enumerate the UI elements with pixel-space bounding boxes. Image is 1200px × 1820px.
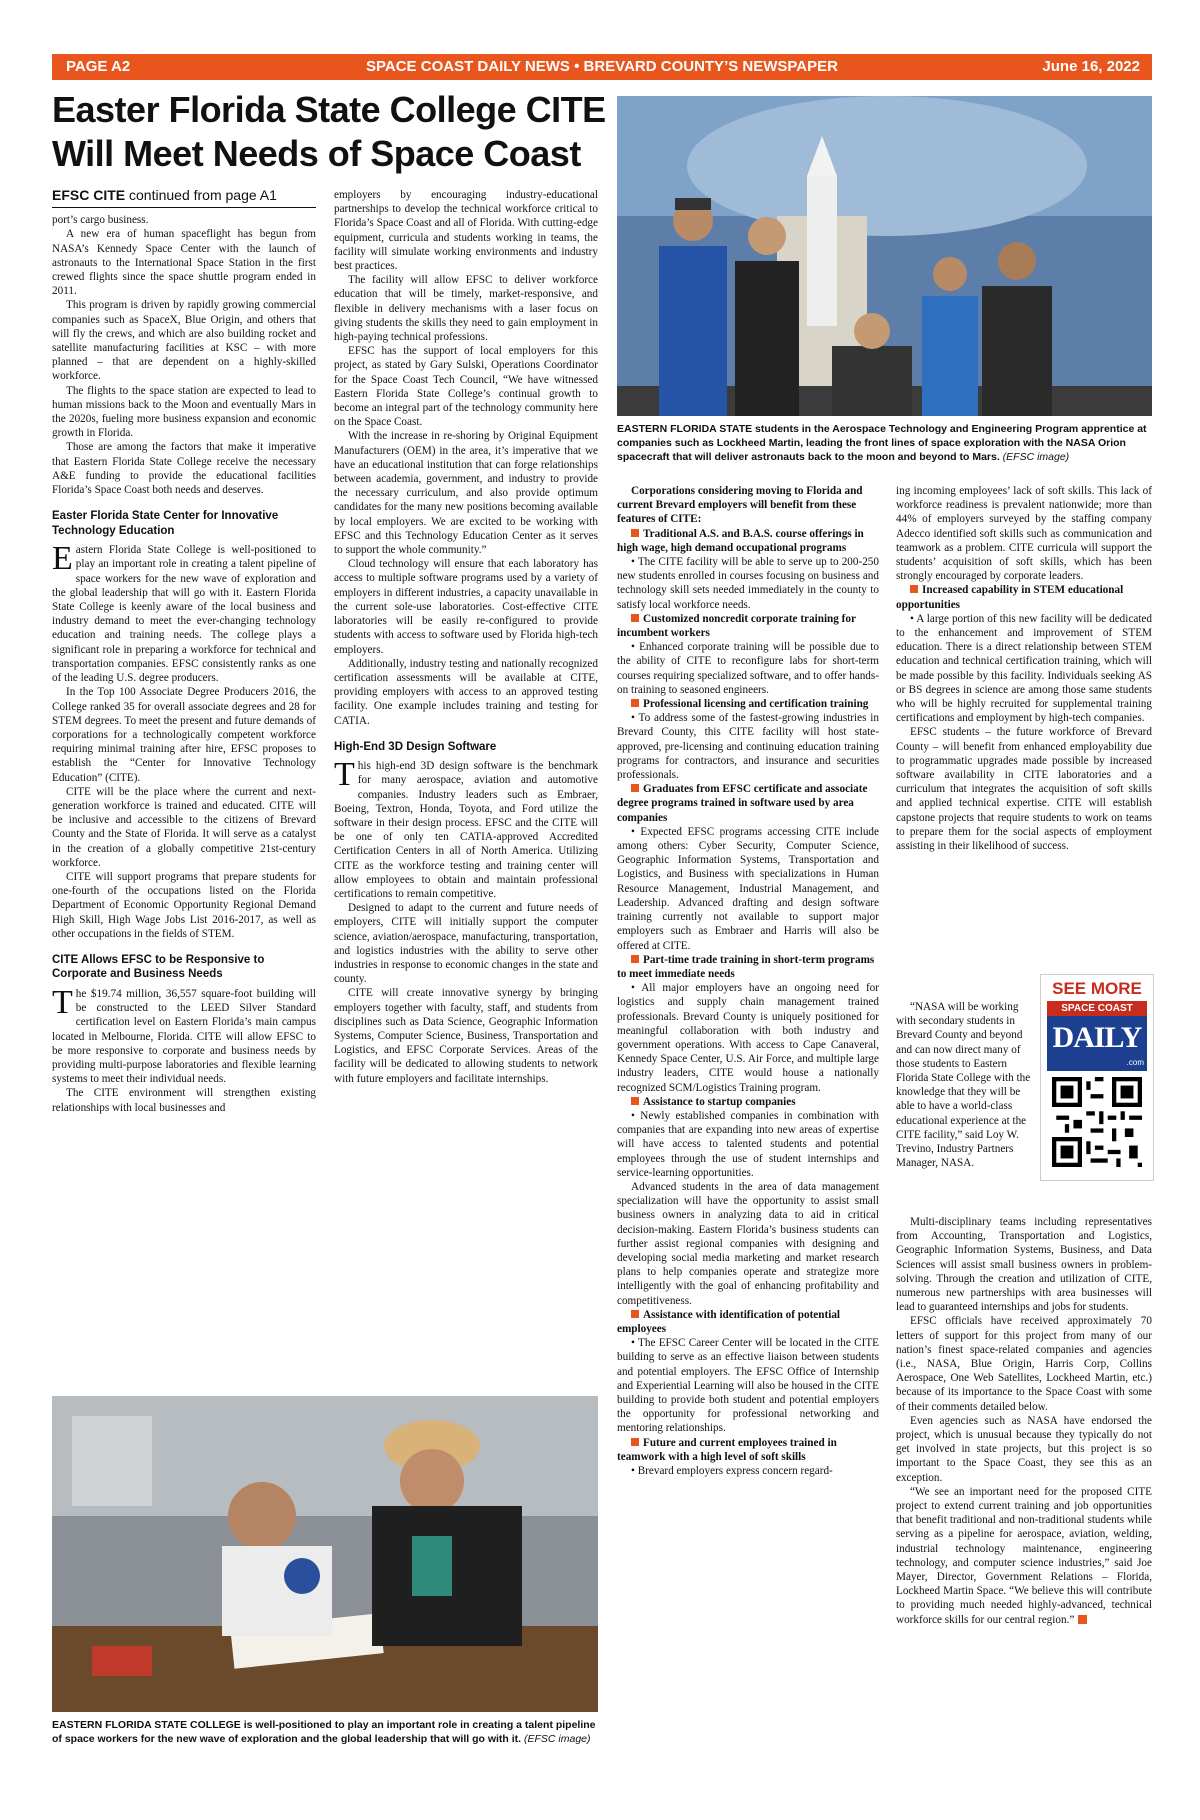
paragraph: In the Top 100 Associate Degree Producers 2016, the College ranked 35 for overall associate degrees and 28 for STEM degrees. To meet the present and future demands of corporations for a technologically competent workforce requiring minimal training after hire, EFSC proposes to establish the “Center for Innovative Technology Education” (CITE). <box>52 686 316 784</box>
bullet-square-icon <box>631 1097 639 1105</box>
feature-heading-text: Graduates from EFSC certificate and associate degree programs trained in software used by area companies <box>617 783 868 824</box>
feature-heading <box>617 1308 879 1336</box>
paragraph: EFSC students – the future workforce of Brevard County – will benefit from enhanced employability due to programmatic upgrades made possible by increased software availability in CITE laboratories and a curriculum that integrates the acquisition of soft skills and applied technical expertise. CITE will establish capstone projects that require students to work on teams to prepare them for the social aspects of employment assisting in their likelihood of success. <box>896 726 1152 853</box>
subhead: CITE Allows EFSC to be Responsive to Corporate and Business Needs <box>52 953 265 981</box>
continued-from-line <box>52 188 316 208</box>
paragraph-dropcap: The $19.74 million, 36,557 square-foot building will be constructed to the LEED Silver Standard certification level on Eastern Florida’s main campus located in Melbourne, Florida. CITE will allow EFSC to be more responsive to corporate and business needs by providing multi-purpose laboratories and flexible learning systems to meet their individual needs. <box>52 983 316 1086</box>
space-coast-daily-logo <box>1047 1001 1147 1071</box>
paragraph: The CITE environment will strengthen existing relationships with local businesses and <box>52 1087 316 1114</box>
paragraph: With the increase in re-shoring by Original Equipment Manufacturers (OEM) in the area, it’s imperative that we have an educational institution that can forge relationships between academia, government, and industry to provide the necessary curriculum, and also provide optimum candidates for the many new positions becoming available by local employers. We are excited to be working with EFSC and this Technology Education Center as it serves to support the whole community.” <box>334 430 598 557</box>
feature-heading-text: Future and current employees trained in teamwork with a high level of soft skills <box>617 1436 837 1463</box>
feature-heading-text: Assistance with identification of potential employees <box>617 1308 841 1335</box>
paragraph-dropcap: This high-end 3D design software is the benchmark for many aerospace, aviation and automotive companies. Industry leaders such as Embraer, Boeing, Textron, Honda, Toyota, and Ford utilize the software in their design process. EFSC and the CITE will be one of only ten CATIA-approved Accredited Certification Centers in all of North America. Utilizing CITE as the workforce testing and training center will allow employees to obtain and maintain professional certifications to remain competitive. <box>334 756 598 901</box>
see-more-promo[interactable] <box>1040 974 1154 1181</box>
bullet-square-icon <box>631 1438 639 1446</box>
article-column-1 <box>52 188 316 1115</box>
article-column-2 <box>334 188 598 1086</box>
paragraph: “NASA will be working with secondary students in Brevard County and beyond and can now direct many of those students to Eastern Florida State College with the knowledge that they will be able to have a world-class educational experience at the CITE facility,” said Loy W. Trevino, Industry Partners Manager, NASA. <box>896 1001 1031 1170</box>
bullet-square-icon <box>910 585 918 593</box>
article-column-4-lower <box>896 1215 1152 1627</box>
bullet-square-icon <box>631 784 639 792</box>
paragraph: CITE will create innovative synergy by bringing employers together with faculty, staff, and students from disciplines such as Data Science, Geographic Information Systems, Computer Science, Business, Transportation and Logistics, and EFSC Corporate Services. Areas of the facility will be dedicated to allowing students to network with future employers and facilitate internships. <box>334 987 598 1085</box>
paragraph: A new era of human spaceflight has begun from NASA’s Kennedy Space Center with the launch of astronauts to the International Space Station in the first crewed flights since the space shuttle program ended in 2011. <box>52 228 316 298</box>
feature-heading <box>617 1095 879 1109</box>
feature-heading-text: Part-time trade training in short-term programs to meet immediate needs <box>617 953 875 980</box>
feature-body: • To address some of the fastest-growing industries in Brevard County, this CITE facility will host state-approved, pre-licensing and continuing education training programs for contractors, and insurance and securities professionals. <box>617 712 879 782</box>
paragraph: Cloud technology will ensure that each laboratory has access to multiple software programs used by a variety of employers in different industries, a capacity unavailable in the current sole-use laboratories. Cost-effective CITE laboratories will be easily re-configured to provide students with access to software used by Florida high-tech employers. <box>334 558 598 656</box>
newspaper-name: SPACE COAST DAILY NEWS • BREVARD COUNTY’S NEWSPAPER <box>366 58 838 75</box>
paragraph: The flights to the space station are expected to lead to human missions back to the Moon and eventually Mars in the 2020s, fueling more business expansion and economic growth in Florida. <box>52 384 316 440</box>
feature-body: • The EFSC Career Center will be located in the CITE building to serve as an effective liaison between students and potential employers. The EFSC Office of Internship and Experiential Learning will also be housed in the CITE building to provide both student and potential employers the opportunity for professional networking and mentoring relationships. <box>617 1337 879 1435</box>
feature-heading <box>617 782 879 825</box>
paragraph: Advanced students in the area of data management specialization will have the opportunity to assist small business owners in analyzing data to aid in critical decision-making. Eastern Florida’s business students can further assist regional companies with designing and developing social media marketing and market research plans to help companies operate and strategize more intelligently with the goal of enhancing profitability and competitiveness. <box>617 1180 879 1307</box>
paragraph: Designed to adapt to the current and future needs of employers, CITE will initially support the computer science, aviation/aerospace, manufacturing, transportation, and logistics industries with the ability to serve other industries in response to economic changes in the state and county. <box>334 902 598 986</box>
feature-heading-text: Customized noncredit corporate training for incumbent workers <box>617 612 856 640</box>
logo-dotcom: .com <box>1126 1058 1144 1067</box>
article-column-3 <box>617 484 879 1478</box>
feature-heading <box>617 527 879 555</box>
list-intro: Corporations considering moving to Florida and current Brevard employers will benefit from these features of CITE: <box>617 485 863 526</box>
photo-credit: (EFSC image) <box>524 1733 591 1745</box>
logo-top-text: SPACE COAST <box>1047 1001 1147 1016</box>
subhead: High-End 3D Design Software <box>334 740 497 753</box>
bullet-square-icon <box>631 699 639 707</box>
see-more-label: SEE MORE <box>1052 979 1142 998</box>
feature-body: • A large portion of this new facility will be dedicated to the enhancement and improvement of STEM education. There is a direct relationship between STEM education and technical certification training, which will be made possible by this facility. Individuals seeking AS or BS degrees in science are among those same students who will be highly recruited for supplemental training certifications and employment by high-tech companies. <box>896 612 1152 725</box>
bullet-square-icon <box>631 529 639 537</box>
feature-body: • Newly established companies in combination with companies that are expanding into new areas of expertise will have access to talented students and potential employees through the use of student internships and service-learning opportunities. <box>617 1109 879 1179</box>
end-mark-icon <box>1078 1615 1087 1624</box>
paragraph: EFSC has the support of local employers for this project, as stated by Gary Sulski, Operations Coordinator for the Space Coast Tech Council, “We have witnessed Eastern Florida State College’s continual growth to become an integral part of the technology community here on the Space Coast. <box>334 345 598 429</box>
feature-heading-text: Assistance to startup companies <box>643 1095 796 1108</box>
paragraph: CITE will be the place where the current and next-generation workforce is trained and educated. CITE will be inclusive and accessible to the citizens of Brevard County and the State of Florida. It will serve as a catalyst in the creation of a globally competitive 21st-century workforce. <box>52 785 316 869</box>
paragraph: Those are among the factors that make it imperative that Eastern Florida State College receive the necessary A&E funding to provide the educational facilities Florida’s Space Coast both needs and deserves. <box>52 441 316 497</box>
paragraph: port’s cargo business. <box>52 214 149 227</box>
page-header-bar <box>52 54 1152 80</box>
bullet-square-icon <box>631 1310 639 1318</box>
logo-main-text: DAILY <box>1052 1021 1142 1054</box>
bottom-photo-caption <box>52 1718 598 1746</box>
feature-heading-text: Traditional A.S. and B.A.S. course offerings in high wage, high demand occupational programs <box>617 527 864 554</box>
feature-body: • All major employers have an ongoing need for logistics and supply chain management trained professionals. Brevard County is uniquely positioned for meaningful collaboration with both industry and government operations. With access to Cape Canaveral, Kennedy Space Center, U.S. Air Force, and multiple large industry leaders, CITE would house a nationally recognized SCM/Logistics Training program. <box>617 982 879 1094</box>
paragraph: EFSC officials have received approximately 70 letters of support for this project from many of our nation’s finest space-related companies and agencies (i.e., NASA, Blue Origin, Harris Corp, Collins Aerospace, One Web Satellites, Lockheed Martin, etc.) because of its importance to the Space Coast with some of their comments detailed below. <box>896 1315 1152 1413</box>
paragraph-text: “We see an important need for the proposed CITE project to extend current training and job opportunities that benefit traditional and non-traditional students while serving as a pipeline for aerospace, aviation, welding, industrial technology maintenance, engineering technology, and computer science industries,” said Joe Mayer, Director, Government Relations – Florida, Lockheed Martin Space. “We believe this will contribute to providing much needed highly-advanced, technical workforce skills for our central region.” <box>896 1485 1152 1626</box>
caption-text: EASTERN FLORIDA STATE students in the Aerospace Technology and Engineering Program apprentice at companies such as Lockheed Martin, leading the front lines of space exploration with the NASA Orion spacecraft that will deliver astronauts back to the moon and beyond to Mars. <box>617 423 1147 463</box>
paragraph: Additionally, industry testing and nationally recognized certification assessments will be available at CITE, providing employers with access to an approved testing facility. One example includes training and testing for CATIA. <box>334 657 598 727</box>
feature-body: • Brevard employers express concern regard- <box>631 1465 833 1478</box>
continued-label: EFSC CITE <box>52 187 126 203</box>
feature-heading <box>896 583 1152 611</box>
feature-body: • The CITE facility will be able to serve up to 200-250 new students enrolled in courses focusing on business and technology skill sets needed immediately in the county to satisfy local workforce needs. <box>617 556 879 611</box>
bullet-square-icon <box>631 614 639 622</box>
qr-code-icon[interactable] <box>1052 1077 1142 1167</box>
paragraph <box>896 1485 1152 1627</box>
paragraph: This program is driven by rapidly growing commercial companies such as SpaceX, Blue Origin, and others that will fly the crews, and which are also building rocket and satellite manufacturing facilities at KSC – with more planned – that are dependent on a highly-skilled workforce. <box>52 299 316 383</box>
bullet-square-icon <box>631 955 639 963</box>
paragraph: The facility will allow EFSC to deliver workforce education that will be timely, market-responsive, and flexible in delivery mechanisms with a laser focus on giving students the skills they need to gain employment in high-paying technical professions. <box>334 274 598 344</box>
article-column-4-narrow <box>896 1000 1034 1170</box>
paragraph-dropcap: Eastern Florida State College is well-positioned to play an important role in creating a talent pipeline of space workers for the new wave of exploration and the global leadership that will go with it. Eastern Florida State College is keenly aware of the local business and industry demand to meet the ever-changing technology education and training needs. The college plays a significant role in preparing a workforce for technical and transportation companies. EFSC consistently ranks as one of the leading U.S. degree producers. <box>52 540 316 685</box>
paragraph: Multi-disciplinary teams including representatives from Accounting, Transportation and Logistics, Geographic Information Systems, Business, and Data Sciences will assist small business owners in problem-solving. Through the creation and utilization of CITE, numerous new partnerships with area businesses will lead to guaranteed internships and jobs for students. <box>896 1216 1152 1314</box>
feature-heading <box>617 953 879 981</box>
caption-text: EASTERN FLORIDA STATE COLLEGE is well-positioned to play an important role in creating a talent pipeline of space workers for the new wave of exploration and the global leadership that will go with it. <box>52 1719 596 1745</box>
top-photo <box>617 96 1152 416</box>
article-column-4 <box>896 484 1152 853</box>
feature-heading <box>617 697 879 711</box>
photo-credit: (EFSC image) <box>1002 451 1070 463</box>
feature-heading-text: Increased capability in STEM educational opportunities <box>896 584 1124 611</box>
top-photo-caption <box>617 422 1152 464</box>
feature-body: • Enhanced corporate training will be possible due to the ability of CITE to reconfigure labs for short-term courses requiring specialized software, and to offer hands-on training to seasoned engineers. <box>617 641 879 696</box>
feature-body: • Expected EFSC programs accessing CITE include among others: Cyber Security, Computer Science, Geographic Information Systems, Transportation and Logistics, and Business with specializations in Human Resource Management, Industrial Management, and Leadership. Advanced drafting and design software training currently not available to support major employers such as Embraer and Harris will also be offered at CITE. <box>617 825 879 952</box>
feature-heading-text: Professional licensing and certification training <box>643 698 869 711</box>
paragraph: employers by encouraging industry-educational partnerships to develop the technical workforce critical to Florida’s Space Coast and all of Florida. With cutting-edge equipment, curricula and students working in teams, the facility will simulate working environments and industry best practices. <box>334 189 598 273</box>
paragraph: CITE will support programs that prepare students for one-fourth of the occupations listed on the Florida Department of Economic Opportunity Regional Demand High Skill, High Wage Jobs List 2016-2017, as well as other occupations in the fields of STEM. <box>52 870 316 940</box>
paragraph: ing incoming employees’ lack of soft skills. This lack of workforce readiness is prevalent nationwide; more than 44% of employers surveyed by the staffing company Adecco identified soft skills such as communication and teamwork as a problem. CITE curricula will support the students’ acquisition of soft skills, which has been strongly encouraged by corporate leaders. <box>896 485 1152 583</box>
paragraph: Even agencies such as NASA have endorsed the project, which is unusual because they typically do not get involved in state projects, but this project is so important to the Space Coast, they see this as an exception. <box>896 1414 1152 1484</box>
feature-heading <box>617 612 879 640</box>
headline: Easter Florida State College CITE Will Meet Needs of Space Coast <box>52 89 606 174</box>
feature-heading <box>617 1436 879 1464</box>
page-number: PAGE A2 <box>66 58 131 75</box>
continued-text: continued from page A1 <box>125 187 277 203</box>
issue-date: June 16, 2022 <box>1042 58 1140 75</box>
bottom-photo <box>52 1396 598 1712</box>
subhead: Easter Florida State Center for Innovative Technology Education <box>52 510 279 537</box>
